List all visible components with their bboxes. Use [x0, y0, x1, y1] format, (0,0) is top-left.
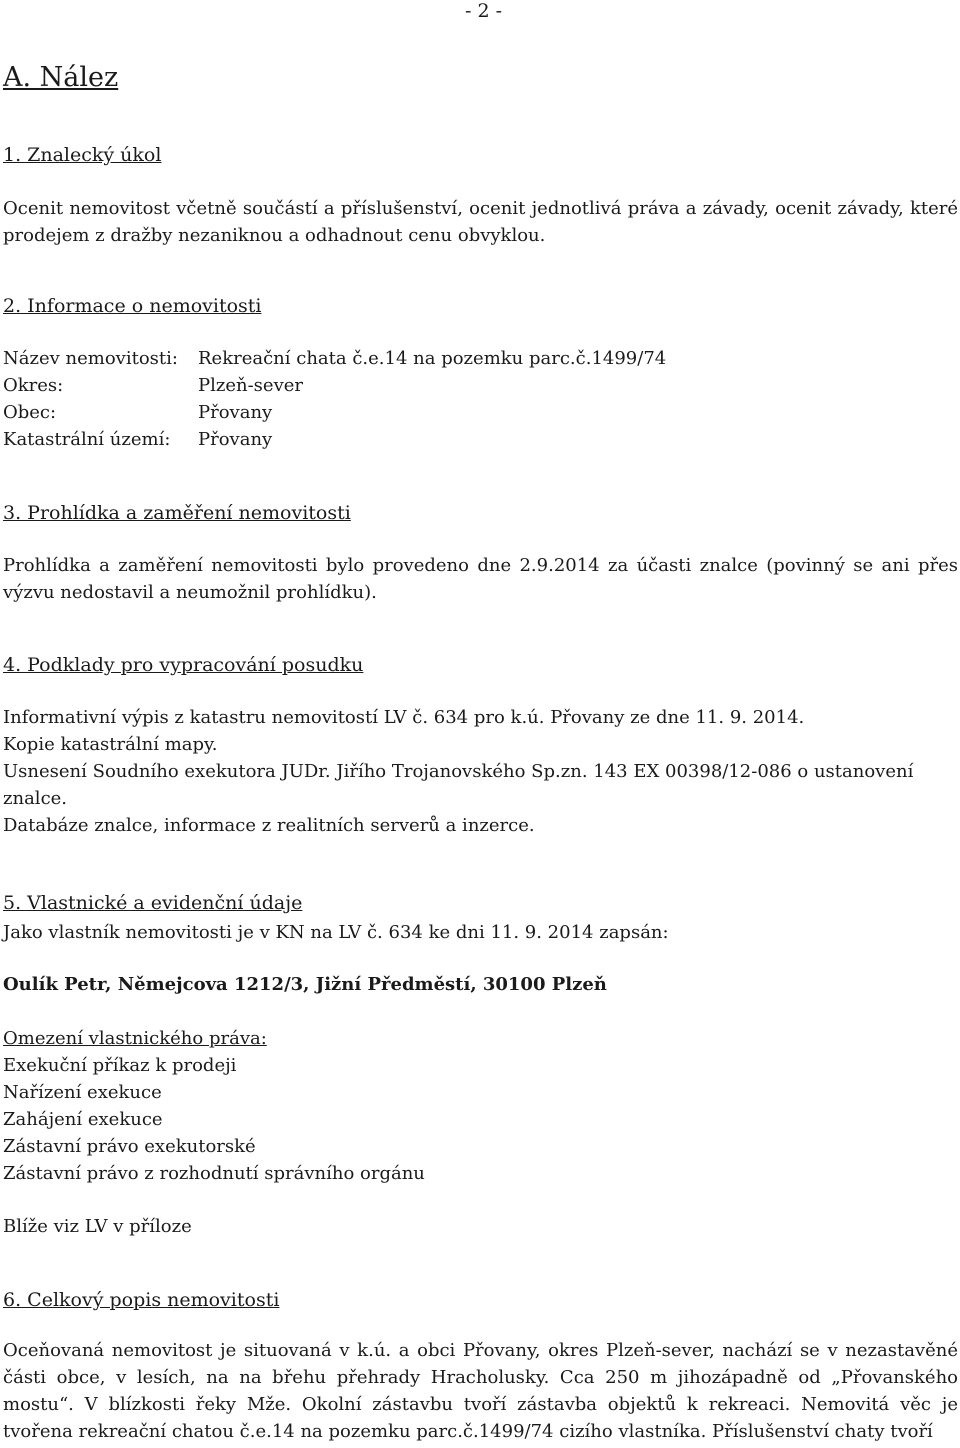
info-row-cadastral — [3, 426, 272, 453]
owner-name: Oulík Petr, Němejcova 1212/3, Jižní Předměstí, 30100 Plzeň — [3, 974, 607, 995]
lv-note: Blíže viz LV v příloze — [3, 1216, 192, 1237]
section-2-heading: 2. Informace o nemovitosti — [3, 295, 262, 317]
restriction-item: Nařízení exekuce — [3, 1082, 162, 1103]
restrictions-heading: Omezení vlastnického práva: — [3, 1028, 267, 1049]
section-1-text: Ocenit nemovitost včetně součástí a příslušenství, ocenit jednotlivá práva a závady, ocenit závady, které prodejem z dražby nezaniknou a odhadnout cenu obvyklou. — [3, 198, 958, 246]
info-label: Okres: — [3, 375, 64, 396]
section-6-text: Oceňovaná nemovitost je situovaná v k.ú. a obci Přovany, okres Plzeň-sever, nachází se v nezastavěné části obce, v lesích, na na břehu přehrady Hracholusky. Cca 250 m jihozápadně od „Přovanského mostu“. V blízkosti řeky Mže. Okolní zástavbu tvoří zástavba objektů k rekreaci. Nemovitá věc je tvořena rekreační chatou č.e.14 na pozemku parc.č.1499/74 cizího vlastníka. Příslušenství chaty tvoří — [3, 1340, 958, 1442]
restriction-item: Exekuční příkaz k prodeji — [3, 1055, 237, 1076]
info-label: Katastrální území: — [3, 429, 171, 450]
info-row-name — [3, 345, 666, 372]
info-value: Přovany — [198, 429, 273, 450]
page-title: A. Nález — [3, 62, 119, 93]
source-line: Kopie katastrální mapy. — [3, 734, 218, 755]
info-label: Název nemovitosti: — [3, 348, 178, 369]
restriction-item: Zástavní právo exekutorské — [3, 1136, 256, 1157]
page-number: - 2 - — [465, 0, 503, 22]
section-5-heading: 5. Vlastnické a evidenční údaje — [3, 892, 303, 914]
section-6-heading: 6. Celkový popis nemovitosti — [3, 1289, 280, 1311]
info-row-district — [3, 372, 303, 399]
info-value: Rekreační chata č.e.14 na pozemku parc.č.1499/74 — [198, 348, 667, 369]
info-value: Přovany — [198, 402, 273, 423]
info-label: Obec: — [3, 402, 57, 423]
source-line: Informativní výpis z katastru nemovitostí LV č. 634 pro k.ú. Přovany ze dne 11. 9. 2014. — [3, 707, 805, 728]
restriction-item: Zástavní právo z rozhodnutí správního orgánu — [3, 1163, 425, 1184]
source-line: Databáze znalce, informace z realitních serverů a inzerce. — [3, 815, 535, 836]
owner-intro: Jako vlastník nemovitosti je v KN na LV č. 634 ke dni 11. 9. 2014 zapsán: — [3, 922, 669, 943]
section-3-heading: 3. Prohlídka a zaměření nemovitosti — [3, 502, 351, 524]
source-line: Usnesení Soudního exekutora JUDr. Jiřího Trojanovského Sp.zn. 143 EX 00398/12-086 o ustanovení znalce. — [3, 761, 914, 809]
section-4-heading: 4. Podklady pro vypracování posudku — [3, 654, 364, 676]
section-3-text: Prohlídka a zaměření nemovitosti bylo provedeno dne 2.9.2014 za účasti znalce (povinný se ani přes výzvu nedostavil a neumožnil prohlídku). — [3, 555, 958, 603]
info-value: Plzeň-sever — [198, 375, 303, 396]
restriction-item: Zahájení exekuce — [3, 1109, 163, 1130]
section-1-heading: 1. Znalecký úkol — [3, 144, 162, 166]
info-row-municipality — [3, 399, 272, 426]
